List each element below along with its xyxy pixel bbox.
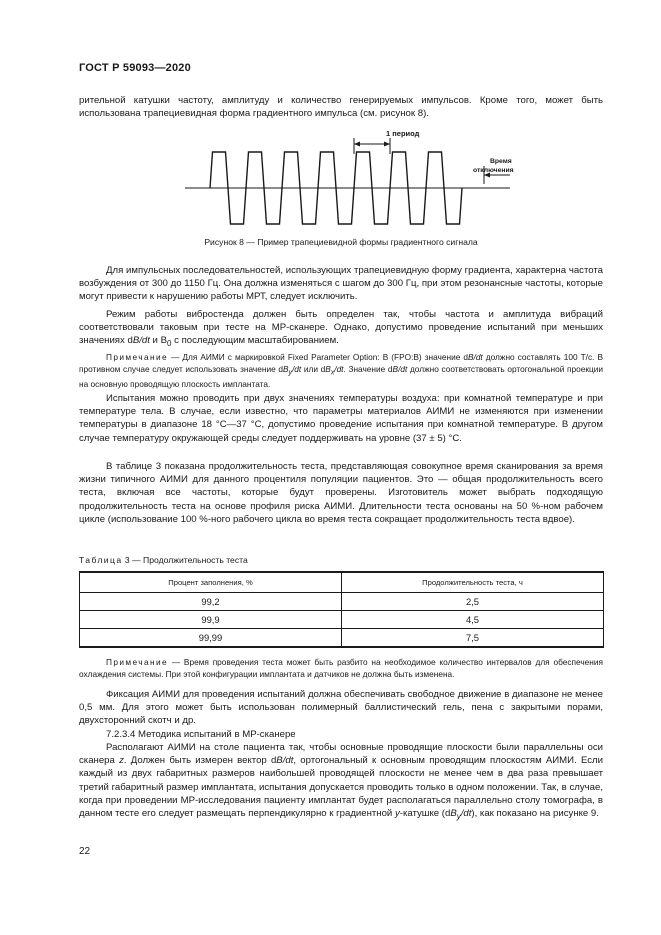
table-row (80, 629, 604, 648)
cell-fill-percent: 99,99 (80, 629, 342, 648)
paragraph-trapezoid-frequency: Для импульсных последовательностей, использующих трапециевидную форму градиента, характерна частота возбуждения от 300 до 1150 Гц. Она должна изменяться с шагом до 300 Гц, при этом резонансные частоты, которые могут привести к нарушению работы МРТ, следует исключить. (79, 265, 603, 303)
paragraph-mr-method: Располагают АИМИ на столе пациента так, чтобы основные проводящие плоскости были параллельны оси сканера z. Должен быть измерен вектор dB/dt, ортогональный к основным проводящим плоскостям АИМИ. Если каждый из двух габаритных размеров наибольшей проводящей плоскости не менее чем в два раза превышает третий габаритный размер имплантата, испытания допускается проводить только в одном положении. Так, в случае, когда при проведении МР-исследования пациенту имплантат будет располагаться параллельно столу томографа, в данном тесте его следует размещать перпендикулярно к градиентной y-катушке $(dB_y/dt)$, как показано на рисунке 9. (79, 742, 603, 821)
trapezoid-waveform-figure (180, 124, 520, 234)
test-duration-table (79, 571, 604, 648)
period-arrowhead-right (384, 142, 390, 147)
cell-fill-percent: 99,9 (80, 611, 342, 629)
off-time-label-line2: отключения (473, 167, 514, 174)
cell-duration: 2,5 (342, 593, 604, 611)
section-heading-7-2-3-4: 7.2.3.4 Методика испытаний в МР-сканере (106, 729, 296, 740)
figure-8-caption: Рисунок 8 — Пример трапециевидной формы градиентного сигнала (204, 237, 478, 247)
cell-duration: 4,5 (342, 611, 604, 629)
paragraph-temperature: Испытания можно проводить при двух значениях температуры воздуха: при комнатной температуре и при температуре тела. В случае, если известно, что параметры материалов АИМИ не изменяются при изменении температуры в диапазоне 18 °С—37 °С, допустимо проведение испытания при комнатной температуре. В другом случае температуру окружающей среды следует поддерживать на уровне (37 ± 5) °С. (79, 393, 603, 444)
table-header-row (80, 572, 604, 593)
page-number: 22 (79, 846, 91, 857)
cell-fill-percent: 99,2 (80, 593, 342, 611)
off-time-label-line1: Время (490, 158, 512, 165)
header-fill-percent: Процент заполнения, % (80, 572, 342, 593)
period-arrowhead-left (354, 142, 360, 147)
paragraph-vibration-stand: Режим работы вибростенда должен быть определен так, чтобы частота и амплитуда вибраций соответствовали таковым при тесте на МР-сканере. Однако, допустимо проведение испытаний при меньших значениях dB/dt и $B_0$ с последующим масштабированием. (79, 309, 603, 349)
period-label: 1 период (386, 129, 420, 138)
intro-paragraph: рительной катушки частоту, амплитуду и количество генерируемых импульсов. Кроме того, может быть использована трапециевидная форма градиентного импульса (см. рисунок 8). (79, 95, 603, 120)
document-header: ГОСТ Р 59093—2020 (79, 62, 191, 74)
paragraph-test-duration: В таблице 3 показана продолжительность теста, представляющая совокупное время сканирования за время жизни типичного АИМИ для данного процентиля популяции пациентов. Это — общая продолжительность всего теста, включая все частоты, которые будут проверены. Изготовитель может выбрать подходящую продолжительность теста на основе профиля риска АИМИ. Длительности теста основаны на 50 %-ном рабочем цикле (использование 100 %-ного рабочего цикла во время теста сокращает продолжительность теста вдвое). (79, 461, 603, 525)
note-test-intervals: Примечание — Время проведения теста может быть разбито на необходимое количество интервалов для обеспечения охлаждения системы. При этой конфигурации имплантата и датчиков не должна быть изменена. (79, 657, 603, 679)
table-row (80, 593, 604, 611)
table-row (80, 611, 604, 629)
note-fpo: Примечание — Для АИМИ с маркировкой Fixed Parameter Option: B (FPO:B) значение dB/dt должно составлять 100 Т/с. В противном случае следует использовать значение $dB_y/dt$ или $dB_x/dt$. Значение dB/dt должно соответствовать ортогональной проекции на основную проводящую плоскость имплантата. (79, 352, 603, 390)
paragraph-fixation: Фиксация АИМИ для проведения испытаний должна обеспечивать свободное движение в диапазоне не менее 0,5 мм. Для этого может быть использован полимерный баллистический гель, пена с закрытыми порами, двухсторонний скотч и др. (79, 689, 603, 727)
cell-duration: 7,5 (342, 629, 604, 648)
header-duration-hours: Продолжительность теста, ч (342, 572, 604, 593)
table-3-caption: Таблица 3 — Продолжительность теста (79, 555, 248, 565)
